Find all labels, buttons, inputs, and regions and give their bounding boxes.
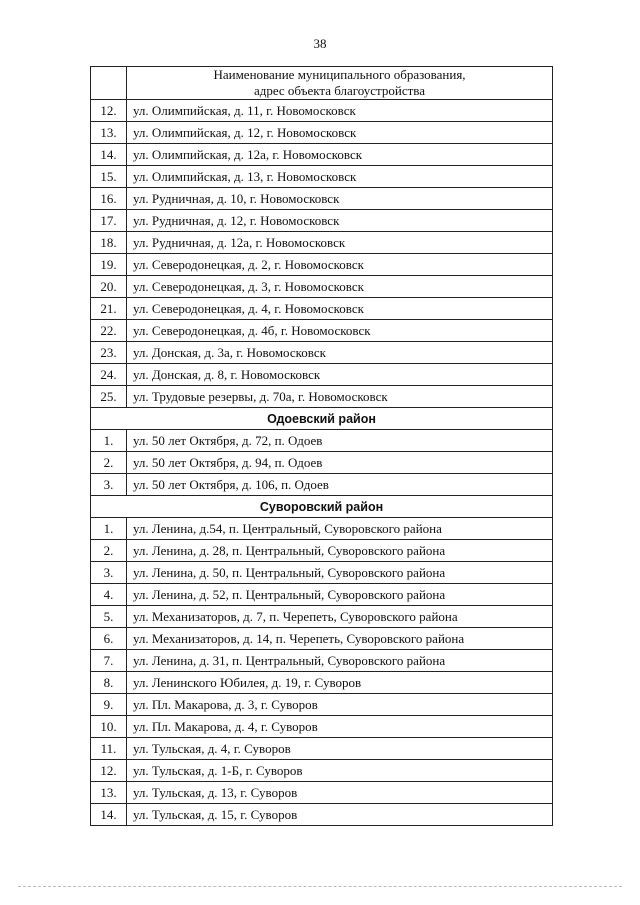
row-number: 17. bbox=[91, 210, 127, 232]
section-title: Одоевский район bbox=[91, 408, 553, 430]
header-title-cell bbox=[127, 67, 553, 100]
row-number: 14. bbox=[91, 804, 127, 826]
row-address: ул. Пл. Макарова, д. 3, г. Суворов bbox=[127, 694, 553, 716]
row-number: 7. bbox=[91, 650, 127, 672]
section-header-row bbox=[91, 496, 553, 518]
row-number: 19. bbox=[91, 254, 127, 276]
row-number: 11. bbox=[91, 738, 127, 760]
table-row bbox=[91, 474, 553, 496]
row-address: ул. Ленина, д. 50, п. Центральный, Суворовского района bbox=[127, 562, 553, 584]
table-row bbox=[91, 386, 553, 408]
row-address: ул. Рудничная, д. 12а, г. Новомосковск bbox=[127, 232, 553, 254]
row-number: 12. bbox=[91, 760, 127, 782]
row-number: 13. bbox=[91, 122, 127, 144]
row-number: 3. bbox=[91, 474, 127, 496]
row-address: ул. Ленина, д. 31, п. Центральный, Суворовского района bbox=[127, 650, 553, 672]
table-row bbox=[91, 606, 553, 628]
row-number: 1. bbox=[91, 430, 127, 452]
table-row bbox=[91, 144, 553, 166]
row-address: ул. Тульская, д. 15, г. Суворов bbox=[127, 804, 553, 826]
table-row bbox=[91, 298, 553, 320]
table-header-row bbox=[91, 67, 553, 100]
section-title: Суворовский район bbox=[91, 496, 553, 518]
row-address: ул. Трудовые резервы, д. 70а, г. Новомосковск bbox=[127, 386, 553, 408]
table-row bbox=[91, 518, 553, 540]
row-address: ул. Рудничная, д. 10, г. Новомосковск bbox=[127, 188, 553, 210]
row-address: ул. Донская, д. 3а, г. Новомосковск bbox=[127, 342, 553, 364]
table-row bbox=[91, 760, 553, 782]
row-address: ул. 50 лет Октября, д. 72, п. Одоев bbox=[127, 430, 553, 452]
table-row bbox=[91, 364, 553, 386]
table-row bbox=[91, 540, 553, 562]
header-number-cell bbox=[91, 67, 127, 100]
row-address: ул. Механизаторов, д. 14, п. Черепеть, Суворовского района bbox=[127, 628, 553, 650]
row-number: 5. bbox=[91, 606, 127, 628]
row-address: ул. Северодонецкая, д. 2, г. Новомосковск bbox=[127, 254, 553, 276]
row-number: 24. bbox=[91, 364, 127, 386]
table-row bbox=[91, 782, 553, 804]
row-number: 4. bbox=[91, 584, 127, 606]
row-address: ул. Тульская, д. 4, г. Суворов bbox=[127, 738, 553, 760]
row-address: ул. Рудничная, д. 12, г. Новомосковск bbox=[127, 210, 553, 232]
row-number: 2. bbox=[91, 452, 127, 474]
row-number: 23. bbox=[91, 342, 127, 364]
row-address: ул. Ленина, д. 28, п. Центральный, Суворовского района bbox=[127, 540, 553, 562]
table-row bbox=[91, 210, 553, 232]
table-row bbox=[91, 628, 553, 650]
row-address: ул. Олимпийская, д. 13, г. Новомосковск bbox=[127, 166, 553, 188]
row-number: 16. bbox=[91, 188, 127, 210]
table-row bbox=[91, 804, 553, 826]
table-row bbox=[91, 188, 553, 210]
row-address: ул. Ленина, д. 52, п. Центральный, Суворовского района bbox=[127, 584, 553, 606]
table-row bbox=[91, 342, 553, 364]
row-address: ул. Донская, д. 8, г. Новомосковск bbox=[127, 364, 553, 386]
row-number: 2. bbox=[91, 540, 127, 562]
row-number: 21. bbox=[91, 298, 127, 320]
row-address: ул. Ленина, д.54, п. Центральный, Суворовского района bbox=[127, 518, 553, 540]
table-row bbox=[91, 320, 553, 342]
row-address: ул. 50 лет Октября, д. 94, п. Одоев bbox=[127, 452, 553, 474]
table-row bbox=[91, 430, 553, 452]
row-number: 10. bbox=[91, 716, 127, 738]
row-number: 3. bbox=[91, 562, 127, 584]
row-number: 8. bbox=[91, 672, 127, 694]
row-number: 15. bbox=[91, 166, 127, 188]
row-address: ул. Тульская, д. 1-Б, г. Суворов bbox=[127, 760, 553, 782]
row-address: ул. Олимпийская, д. 11, г. Новомосковск bbox=[127, 100, 553, 122]
table-row bbox=[91, 166, 553, 188]
table-row bbox=[91, 584, 553, 606]
table-body bbox=[91, 100, 553, 826]
table-row bbox=[91, 100, 553, 122]
table-row bbox=[91, 232, 553, 254]
row-number: 1. bbox=[91, 518, 127, 540]
table-row bbox=[91, 672, 553, 694]
row-address: ул. Северодонецкая, д. 3, г. Новомосковск bbox=[127, 276, 553, 298]
row-address: ул. Тульская, д. 13, г. Суворов bbox=[127, 782, 553, 804]
table-row bbox=[91, 122, 553, 144]
row-number: 13. bbox=[91, 782, 127, 804]
table-row bbox=[91, 562, 553, 584]
table-row bbox=[91, 276, 553, 298]
row-address: ул. Ленинского Юбилея, д. 19, г. Суворов bbox=[127, 672, 553, 694]
row-number: 14. bbox=[91, 144, 127, 166]
row-address: ул. Пл. Макарова, д. 4, г. Суворов bbox=[127, 716, 553, 738]
row-address: ул. Северодонецкая, д. 4, г. Новомосковск bbox=[127, 298, 553, 320]
row-address: ул. Механизаторов, д. 7, п. Черепеть, Суворовского района bbox=[127, 606, 553, 628]
address-table bbox=[90, 66, 553, 826]
row-address: ул. Северодонецкая, д. 4б, г. Новомосковск bbox=[127, 320, 553, 342]
row-number: 9. bbox=[91, 694, 127, 716]
table-row bbox=[91, 716, 553, 738]
scan-edge-marks bbox=[18, 886, 622, 889]
table-row bbox=[91, 694, 553, 716]
row-number: 12. bbox=[91, 100, 127, 122]
row-number: 25. bbox=[91, 386, 127, 408]
page-number: 38 bbox=[313, 36, 327, 51]
section-header-row bbox=[91, 408, 553, 430]
table-row bbox=[91, 254, 553, 276]
row-address: ул. Олимпийская, д. 12, г. Новомосковск bbox=[127, 122, 553, 144]
header-title-line1: Наименование муниципального образования, bbox=[213, 67, 466, 82]
row-address: ул. Олимпийская, д. 12а, г. Новомосковск bbox=[127, 144, 553, 166]
table-row bbox=[91, 650, 553, 672]
header-title-line2: адрес объекта благоустройства bbox=[253, 83, 426, 98]
row-address: ул. 50 лет Октября, д. 106, п. Одоев bbox=[127, 474, 553, 496]
row-number: 6. bbox=[91, 628, 127, 650]
row-number: 20. bbox=[91, 276, 127, 298]
row-number: 22. bbox=[91, 320, 127, 342]
row-number: 18. bbox=[91, 232, 127, 254]
table-row bbox=[91, 452, 553, 474]
table-row bbox=[91, 738, 553, 760]
